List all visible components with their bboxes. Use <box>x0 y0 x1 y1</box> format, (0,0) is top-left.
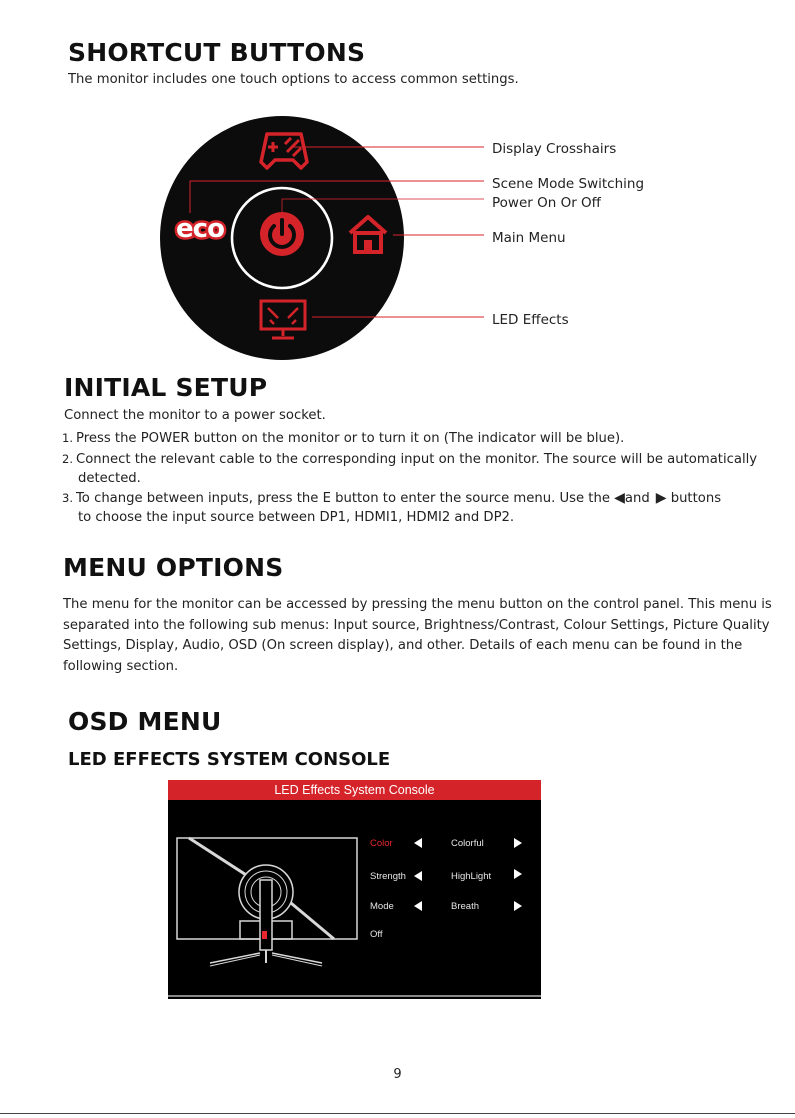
eco-icon: eco <box>176 214 224 244</box>
power-icon <box>258 208 306 258</box>
right-arrow-icon: ▶ <box>655 490 667 506</box>
monitor-back-illustration <box>174 835 360 970</box>
callout-main-menu: Main Menu <box>492 230 566 246</box>
paragraph-line: Settings, Display, Audio, OSD (On screen display), and other. Details of each menu can be found in the <box>63 638 743 653</box>
setup-step-2-cont: detected. <box>78 471 141 486</box>
paragraph-line: following section. <box>63 658 179 674</box>
step-and: and <box>624 491 650 506</box>
row-value: Colorful <box>451 838 484 849</box>
step-number: 2. <box>62 452 73 466</box>
step-number: 3. <box>62 491 73 505</box>
initial-setup-title: INITIAL SETUP <box>64 373 268 402</box>
footer-rule <box>0 1113 795 1114</box>
gamepad-icon <box>257 126 311 174</box>
led-monitor-icon <box>258 298 308 342</box>
left-arrow-icon[interactable] <box>414 901 422 911</box>
right-arrow-icon[interactable] <box>514 869 522 879</box>
step-text: Press the POWER button on the monitor or to turn it on (The indicator will be blue). <box>76 431 625 446</box>
menu-options-title: MENU OPTIONS <box>63 553 284 582</box>
left-arrow-icon: ◀ <box>614 490 625 506</box>
initial-setup-intro: Connect the monitor to a power socket. <box>64 408 326 423</box>
console-header: LED Effects System Console <box>168 780 541 800</box>
right-arrow-icon[interactable] <box>514 901 522 911</box>
row-label: Mode <box>370 901 394 912</box>
step-number: 1. <box>62 431 73 445</box>
paragraph-line: separated into the following sub menus: Input source, Brightness/Contrast, Colour Settings, Picture Quality <box>63 617 770 633</box>
row-value: Breath <box>451 901 479 912</box>
left-arrow-icon[interactable] <box>414 871 422 881</box>
callout-power: Power On Or Off <box>492 195 601 211</box>
home-icon <box>346 213 390 255</box>
step-text: Connect the relevant cable to the corresponding input on the monitor. The source will be automatically <box>76 452 758 467</box>
menu-options-paragraph <box>63 595 772 677</box>
osd-menu-subtitle: LED EFFECTS SYSTEM CONSOLE <box>68 749 391 770</box>
led-console-screen <box>168 780 541 999</box>
row-label: Off <box>370 929 383 940</box>
callout-led-effects: LED Effects <box>492 312 569 328</box>
row-value: HighLight <box>451 871 492 882</box>
osd-menu-title: OSD MENU <box>68 707 222 736</box>
shortcut-title: SHORTCUT BUTTONS <box>68 38 366 67</box>
console-bottom-border <box>168 995 541 997</box>
setup-step-2 <box>62 449 757 470</box>
shortcut-intro: The monitor includes one touch options to access common settings. <box>68 72 519 87</box>
page-number: 9 <box>393 1067 402 1082</box>
setup-step-1 <box>62 428 624 449</box>
row-label: Color <box>370 838 393 849</box>
step-text: To change between inputs, press the E button to enter the source menu. Use the <box>76 491 615 506</box>
paragraph-line: The menu for the monitor can be accessed by pressing the menu button on the control panel. This menu is <box>63 597 772 612</box>
right-arrow-icon[interactable] <box>514 838 522 848</box>
left-arrow-icon[interactable] <box>414 838 422 848</box>
step-text: buttons <box>666 491 722 506</box>
row-label: Strength <box>370 871 406 882</box>
setup-step-3 <box>62 488 721 509</box>
callout-scene-mode: Scene Mode Switching <box>492 176 645 192</box>
setup-step-3-cont: to choose the input source between DP1, HDMI1, HDMI2 and DP2. <box>78 510 515 525</box>
callout-crosshairs: Display Crosshairs <box>492 141 617 157</box>
